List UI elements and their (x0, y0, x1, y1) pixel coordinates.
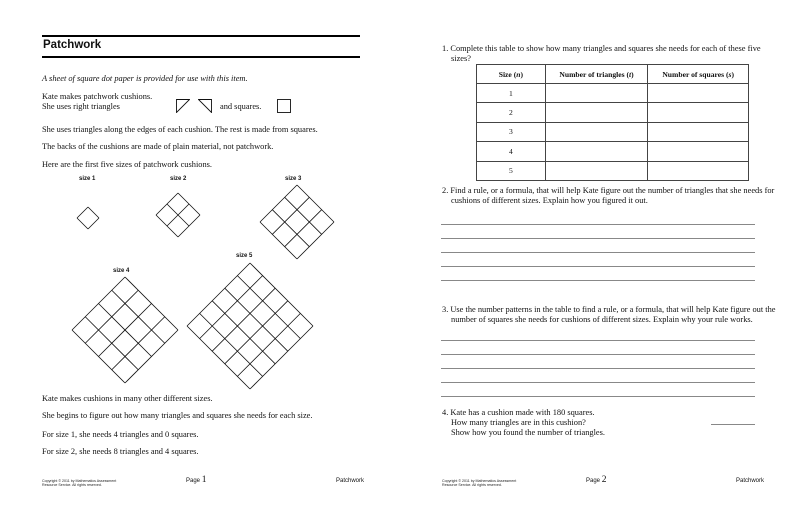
question-2-line-1: 2. Find a rule, or a formula, that will help Kate figure out the number of triangles that she needs for (442, 186, 775, 195)
copyright-notice (42, 479, 116, 488)
size-label-2: size 2 (170, 176, 187, 182)
table-row (477, 103, 749, 122)
table-header-row (477, 65, 749, 84)
patch-line (260, 222, 297, 259)
cushion-size-3 (259, 184, 335, 260)
squares-answer-cell[interactable] (648, 142, 749, 161)
patch-line (285, 210, 322, 247)
title-top-rule (42, 35, 360, 37)
copyright-line-2: Resource Service. All rights reserved. (42, 483, 102, 488)
triangles-answer-cell[interactable] (545, 84, 648, 103)
patch-line (212, 288, 275, 351)
paragraph-figure-out: She begins to figure out how many triangles and squares she needs for each size. (42, 411, 313, 420)
page-title: Patchwork (43, 39, 102, 51)
patch-line (187, 326, 250, 389)
intro-line-2: She uses right triangles (42, 102, 120, 111)
table-row (477, 161, 749, 180)
and-squares-text: and squares. (220, 102, 262, 111)
patch-line (250, 263, 313, 326)
patch-line (237, 313, 300, 376)
patch-line (88, 218, 99, 229)
size-cell: 1 (477, 84, 546, 103)
size-cell: 4 (477, 142, 546, 161)
patch-line (272, 197, 309, 234)
patch-line (200, 276, 263, 339)
square-icon (277, 99, 291, 113)
answer-table (476, 64, 749, 181)
triangles-answer-cell[interactable] (545, 142, 648, 161)
question-1-line-2: sizes? (451, 54, 471, 63)
answer-line[interactable] (441, 252, 755, 253)
patch-line (285, 197, 322, 234)
cushion-size-2 (155, 188, 201, 242)
intro-note: A sheet of square dot paper is provided for use with this item. (42, 74, 248, 83)
squares-answer-cell[interactable] (648, 122, 749, 141)
cushion-grid (156, 193, 200, 237)
question-3-line-1: 3. Use the number patterns in the table to find a rule, or a formula, that will help Kate figure out the (442, 305, 776, 314)
patch-line (77, 207, 88, 218)
paragraph-size-2: For size 2, she needs 8 triangles and 4 squares. (42, 447, 199, 456)
header-squares: Number of squares (s) (648, 65, 749, 84)
squares-answer-cell[interactable] (648, 161, 749, 180)
right-triangle-icon-1 (176, 99, 190, 113)
table-row (477, 122, 749, 141)
patch-line (88, 207, 99, 218)
header-triangles: Number of triangles (t) (545, 65, 648, 84)
patch-line (187, 263, 250, 326)
cushion-grid (72, 277, 178, 383)
answer-line[interactable] (441, 224, 755, 225)
patch-line (260, 185, 297, 222)
page-word: Page (586, 478, 601, 484)
table-row (477, 142, 749, 161)
copyright-line-2: Resource Service. All rights reserved. (442, 483, 502, 488)
answer-line[interactable] (441, 280, 755, 281)
squares-answer-cell[interactable] (648, 103, 749, 122)
page-number-value: 2 (601, 475, 607, 485)
cushion-size-5 (186, 262, 314, 390)
copyright-line-1: Copyright © 2011 by Mathematics Assessment (442, 479, 517, 483)
answer-line[interactable] (441, 340, 755, 341)
cushion-size-4 (65, 276, 185, 384)
footer-title: Patchwork (336, 478, 365, 484)
table-row (477, 84, 749, 103)
page-number (186, 475, 206, 485)
patch-line (225, 301, 288, 364)
question-4-line-3: Show how you found the number of triangles. (451, 428, 605, 437)
patch-line (250, 326, 313, 389)
size-label-1: size 1 (79, 176, 96, 182)
paragraph-other-sizes: Kate makes cushions in many other different sizes. (42, 394, 213, 403)
patch-line (272, 210, 309, 247)
header-size: Size (n) (477, 65, 546, 84)
size-cell: 2 (477, 103, 546, 122)
size-label-3: size 3 (285, 176, 302, 182)
size-label-5: size 5 (236, 253, 253, 259)
copyright-notice (442, 479, 516, 488)
patch-line (200, 313, 263, 376)
cushion-size-1 (76, 206, 100, 230)
copyright-line-1: Copyright © 2011 by Mathematics Assessment (42, 479, 117, 483)
answer-line[interactable] (441, 238, 755, 239)
page-number (586, 475, 606, 485)
cushion-grid (260, 185, 334, 259)
paragraph-five-sizes: Here are the first five sizes of patchwork cushions. (42, 160, 212, 169)
question-2-line-2: cushions of different sizes. Explain how you figured it out. (451, 196, 648, 205)
page-number-value: 1 (201, 475, 207, 485)
paragraph-backs: The backs of the cushions are made of plain material, not patchwork. (42, 142, 274, 151)
intro-line-1: Kate makes patchwork cushions. (42, 92, 153, 101)
paragraph-size-1: For size 1, she needs 4 triangles and 0 squares. (42, 430, 199, 439)
patch-line (237, 276, 300, 339)
triangles-answer-cell[interactable] (545, 103, 648, 122)
question-1-line-1: 1. Complete this table to show how many triangles and squares she needs for each of these five (442, 44, 761, 53)
question-4-answer-blank[interactable] (711, 424, 755, 425)
size-label-4: size 4 (113, 268, 130, 274)
answer-line[interactable] (441, 382, 755, 383)
answer-line[interactable] (441, 354, 755, 355)
triangles-answer-cell[interactable] (545, 122, 648, 141)
cushion-grid (77, 207, 99, 229)
squares-answer-cell[interactable] (648, 84, 749, 103)
right-triangle-icon-2 (198, 99, 212, 113)
patch-line (212, 301, 275, 364)
answer-line[interactable] (441, 266, 755, 267)
question-4-line-1: 4. Kate has a cushion made with 180 squares. (442, 408, 595, 417)
question-3-line-2: number of squares she needs for cushions of different sizes. Explain why your rule works. (451, 315, 753, 324)
size-cell: 3 (477, 122, 546, 141)
answer-line[interactable] (441, 368, 755, 369)
title-bottom-rule (42, 56, 360, 58)
size-cell: 5 (477, 161, 546, 180)
answer-line[interactable] (441, 396, 755, 397)
patch-line (225, 288, 288, 351)
triangles-answer-cell[interactable] (545, 161, 648, 180)
patch-line (77, 218, 88, 229)
footer-title: Patchwork (736, 478, 765, 484)
paragraph-edges: She uses triangles along the edges of each cushion. The rest is made from squares. (42, 125, 318, 134)
page-word: Page (186, 478, 201, 484)
question-4-line-2: How many triangles are in this cushion? (451, 418, 586, 427)
patch-line (297, 185, 334, 222)
cushion-grid (187, 263, 313, 389)
patch-line (297, 222, 334, 259)
